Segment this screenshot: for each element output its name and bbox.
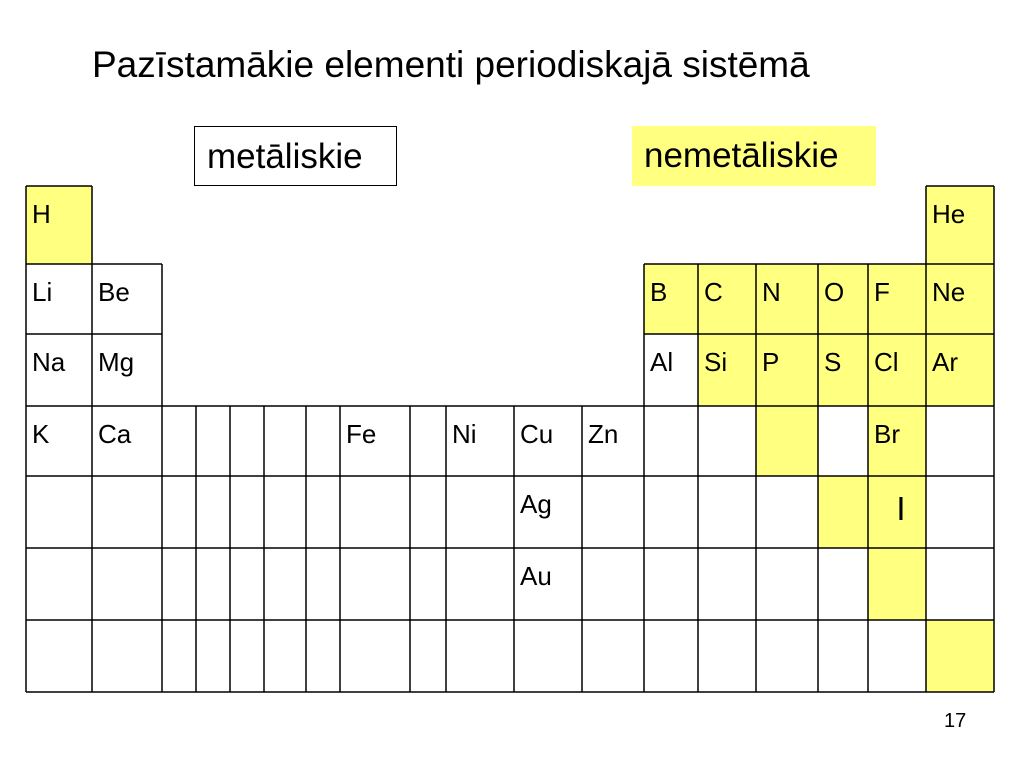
element-symbol: Ag: [520, 489, 552, 519]
element-symbol: Na: [32, 347, 66, 377]
cell-fills: [26, 186, 994, 692]
element-symbol: F: [874, 277, 890, 307]
element-symbol: H: [32, 199, 51, 229]
element-symbol: Be: [98, 277, 130, 307]
nonmetal-cell-fill: [756, 406, 818, 476]
element-symbol: Br: [874, 419, 900, 449]
slide-title: Pazīstamākie elementi periodiskajā sistēmā: [92, 44, 810, 85]
table-grid-lines: [26, 186, 994, 692]
legend-nonmetallic: nemetāliskie: [632, 126, 876, 186]
element-symbol: Au: [520, 561, 552, 591]
element-symbol: Ne: [932, 277, 966, 307]
element-symbol: Ca: [98, 419, 132, 449]
element-symbol: Si: [704, 347, 728, 377]
legend-metallic: metāliskie: [194, 126, 397, 186]
element-symbol: P: [762, 347, 780, 377]
page-number: 17: [944, 710, 967, 732]
element-symbol: Al: [650, 347, 674, 377]
element-symbol: Ar: [932, 347, 958, 377]
element-symbol: Fe: [346, 419, 377, 449]
element-symbol: C: [704, 277, 723, 307]
element-symbol: Mg: [98, 347, 135, 377]
element-symbol: S: [824, 347, 842, 377]
nonmetal-cell-fill: [818, 476, 868, 548]
element-symbol: N: [762, 277, 781, 307]
nonmetal-cell-fill: [926, 620, 994, 692]
element-symbol: B: [650, 277, 668, 307]
nonmetal-cell-fill: [868, 548, 926, 620]
element-symbol: Li: [32, 277, 53, 307]
element-symbol: Cu: [520, 419, 554, 449]
element-symbol: Ni: [452, 419, 477, 449]
element-symbol: Zn: [588, 419, 619, 449]
element-symbol: He: [932, 199, 966, 229]
element-symbol: I: [896, 490, 906, 527]
element-symbol: K: [32, 419, 50, 449]
element-symbol: Cl: [874, 347, 899, 377]
element-symbol: O: [824, 277, 845, 307]
